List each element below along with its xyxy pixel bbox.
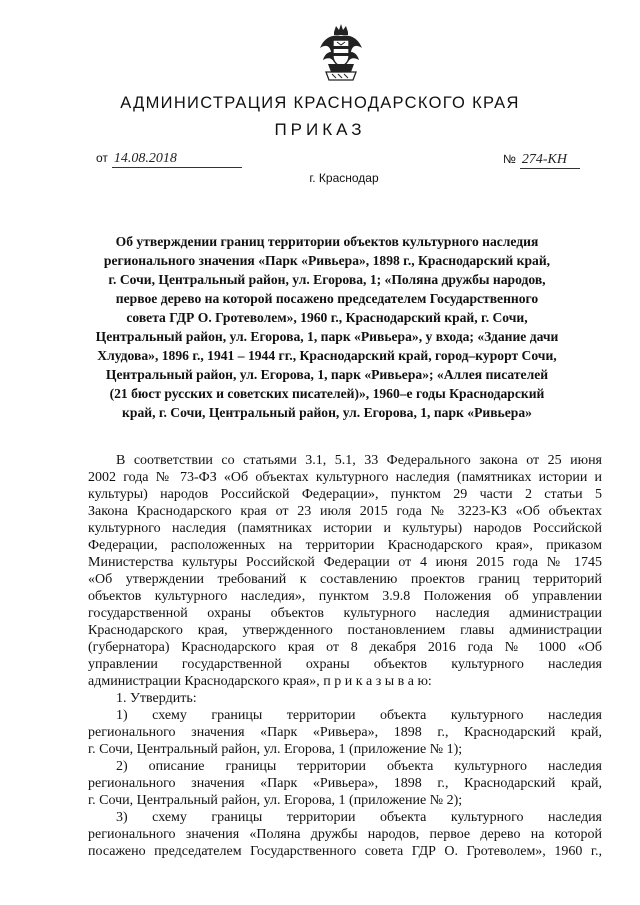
city-label: г. Краснодар bbox=[309, 171, 379, 185]
date-field bbox=[96, 151, 242, 168]
list-item-line: регионального значения «Поляна дружбы народов, первое дерево на которой bbox=[88, 827, 602, 842]
number-prefix: № bbox=[503, 152, 516, 166]
organization-name: АДМИНИСТРАЦИЯ КРАСНОДАРСКОГО КРАЯ bbox=[120, 94, 520, 112]
body-line: администрации Краснодарского края», п р и к а з ы в а ю: bbox=[88, 674, 432, 689]
heading-line: Хлудова», 1896 г., 1941 – 1944 гг., Краснодарский край, город–курорт Сочи, bbox=[97, 348, 557, 363]
date-value: 14.08.2018 bbox=[112, 151, 242, 168]
list-heading: 1. Утвердить: bbox=[116, 691, 197, 706]
list-item-line: регионального значения «Парк «Ривьера», 1898 г., Краснодарский край, bbox=[88, 725, 602, 740]
number-value: 274-КН bbox=[520, 152, 580, 169]
heading-line: край, г. Сочи, Центральный район, ул. Егорова, 1, парк «Ривьера» bbox=[122, 405, 532, 420]
list-item-line: 1) схему границы территории объекта культурного наследия bbox=[116, 708, 602, 723]
heading-line: (21 бюст русских и советских писателей)», 1960–е годы Краснодарский bbox=[109, 386, 545, 401]
list-item-line: регионального значения «Парк «Ривьера», 1898 г., Краснодарский край, bbox=[88, 776, 602, 791]
body-line: В соответствии со статьями 3.1, 5.1, 33 Федерального закона от 25 июня bbox=[116, 453, 602, 468]
body-line: культуры) народов Российской Федерации», пунктом 29 части 2 статьи 5 bbox=[88, 487, 602, 502]
body-line: «Об утверждении требований к составлению проектов границ территорий bbox=[88, 572, 602, 587]
heading-line: Центральный район, ул. Егорова, 1, парк «Ривьера», у входа; «Здание дачи bbox=[95, 329, 559, 344]
list-item-line: 2) описание границы территории объекта культурного наследия bbox=[116, 759, 602, 774]
heading-line: первое дерево на которой посажено председателем Государственного bbox=[115, 291, 539, 306]
heading-line: регионального значения «Парк «Ривьера», 1898 г., Краснодарский край, bbox=[103, 253, 551, 268]
number-field bbox=[503, 152, 580, 169]
body-line: объектов культурного наследия», пунктом 3.9.8 Положения об управлении bbox=[88, 589, 602, 604]
heading-line: Об утверждении границ территории объектов культурного наследия bbox=[115, 234, 539, 249]
body-line: Федерации, расположенных на территории Краснодарского края», приказом bbox=[88, 538, 602, 553]
body-line: Министерства культуры Российской Федерации от 4 июня 2015 года № 1745 bbox=[88, 555, 602, 570]
document-body bbox=[88, 452, 602, 860]
body-line: 2002 года № 73-ФЗ «Об объектах культурного наследия (памятниках истории и bbox=[88, 470, 602, 485]
body-line: культурного наследия (памятниках истории и культуры) народов Российской bbox=[88, 521, 602, 536]
list-item-line: г. Сочи, Центральный район, ул. Егорова, 1 (приложение № 2); bbox=[88, 793, 463, 808]
list-item-line: г. Сочи, Центральный район, ул. Егорова, 1 (приложение № 1); bbox=[88, 742, 463, 757]
heading-line: совета ГДР О. Гротеволем», 1960 г., Краснодарский край, г. Сочи, bbox=[126, 310, 528, 325]
document-heading bbox=[88, 232, 566, 422]
coat-of-arms-icon bbox=[318, 22, 364, 84]
list-item-line: 3) схему границы территории объекта культурного наследия bbox=[116, 810, 602, 825]
document-type: ПРИКАЗ bbox=[274, 120, 366, 139]
body-line: государственной охраны объектов культурного наследия администрации bbox=[88, 606, 602, 621]
list-item-line: посажено председателем Государственного совета ГДР О. Гротеволем», 1960 г., bbox=[88, 844, 602, 859]
body-line: (губернатора) Краснодарского края от 8 декабря 2016 года № 1000 «Об bbox=[88, 640, 602, 655]
heading-line: Центральный район, ул. Егорова, 1, парк «Ривьера»; «Аллея писателей bbox=[105, 367, 549, 382]
body-line: управлении государственной охраны объектов культурного наследия bbox=[88, 657, 602, 672]
body-line: Краснодарского края, утвержденного постановлением главы администрации bbox=[88, 623, 602, 638]
date-prefix: от bbox=[96, 151, 108, 165]
body-line: Закона Краснодарского края от 23 июля 2015 года № 3223-КЗ «Об объектах bbox=[88, 504, 602, 519]
heading-line: г. Сочи, Центральный район, ул. Егорова, 1; «Поляна дружбы народов, bbox=[108, 272, 546, 287]
